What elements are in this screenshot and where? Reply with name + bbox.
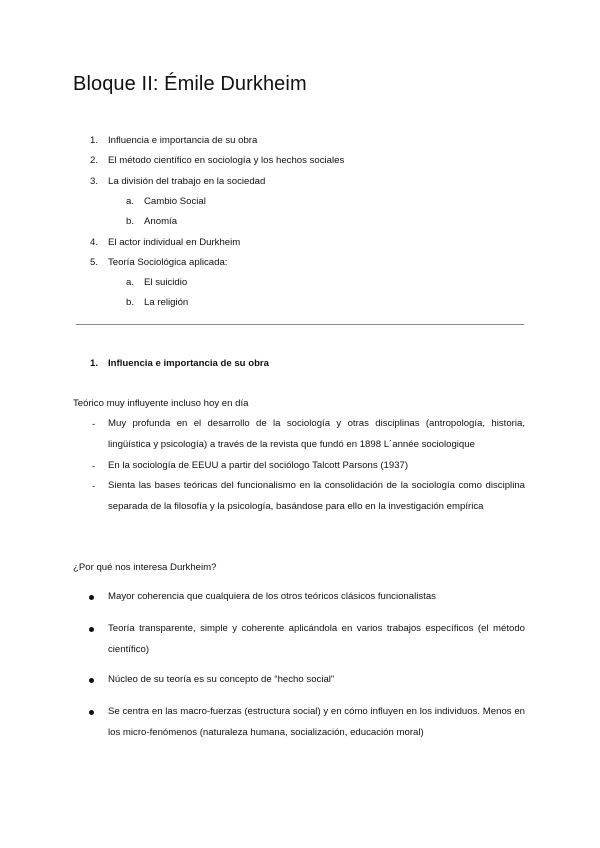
toc-marker: 5. [89, 257, 98, 268]
dash-marker: - [92, 461, 96, 472]
toc-sub-marker: b. [125, 297, 134, 308]
toc-sub-marker: a. [125, 196, 134, 207]
intro-text: Teórico muy influyente incluso hoy en día [73, 398, 249, 409]
toc-item: Influencia e importancia de su obra [108, 135, 258, 146]
toc-sub-item: El suicidio [144, 277, 188, 288]
toc-item: El actor individual en Durkheim [108, 237, 241, 248]
bullet-item: Teoría transparente, simple y coherente aplicándola en varios trabajos específicos (el método científico) [108, 623, 525, 655]
bullet-item: Se centra en las macro-fuerzas (estructura social) y en cómo influyen en los individuos. Menos en los micro-fenómenos (naturaleza humana, socialización, educación moral) [108, 706, 525, 738]
dash-item: Muy profunda en el desarrollo de la sociología y otras disciplinas (antropología, historia, lingüística y psicología) a través de la revista que fundó en 1898 L´année sociologique [108, 418, 525, 450]
toc-sub-marker: a. [125, 277, 134, 288]
toc-marker: 4. [89, 237, 98, 248]
dash-item: En la sociología de EEUU a partir del sociólogo Talcott Parsons (1937) [108, 460, 409, 471]
toc-marker: 1. [89, 135, 98, 146]
horizontal-divider [76, 324, 524, 325]
bullet-dot [89, 627, 94, 632]
toc-item: La división del trabajo en la sociedad [108, 176, 266, 187]
bullet-item: Núcleo de su teoría es su concepto de “hecho social” [108, 674, 335, 685]
dash-item: Sienta las bases teóricas del funcionalismo en la consolidación de la sociología como disciplina separada de la filosofía y la psicología, basándose para ello en la investigación empírica [108, 480, 525, 512]
toc-sub-marker: b. [125, 216, 134, 227]
page-title: Bloque II: Émile Durkheim [73, 73, 307, 95]
toc-sub-item: Cambio Social [144, 196, 206, 207]
toc-marker: 2. [89, 155, 98, 166]
dash-marker: - [92, 419, 96, 430]
section-heading: Influencia e importancia de su obra [108, 358, 269, 369]
question-text: ¿Por qué nos interesa Durkheim? [73, 562, 217, 573]
toc-marker: 3. [89, 176, 98, 187]
bullet-dot [89, 678, 94, 683]
dash-marker: - [92, 481, 96, 492]
bullet-dot [89, 595, 94, 600]
toc-sub-item: La religión [144, 297, 189, 308]
toc-sub-item: Anomía [144, 216, 178, 227]
toc-item: El método científico en sociología y los hechos sociales [108, 155, 345, 166]
toc-item: Teoría Sociológica aplicada: [108, 257, 228, 268]
bullet-item: Mayor coherencia que cualquiera de los otros teóricos clásicos funcionalistas [108, 591, 436, 602]
bullet-dot [89, 710, 94, 715]
section-number: 1. [89, 358, 98, 369]
